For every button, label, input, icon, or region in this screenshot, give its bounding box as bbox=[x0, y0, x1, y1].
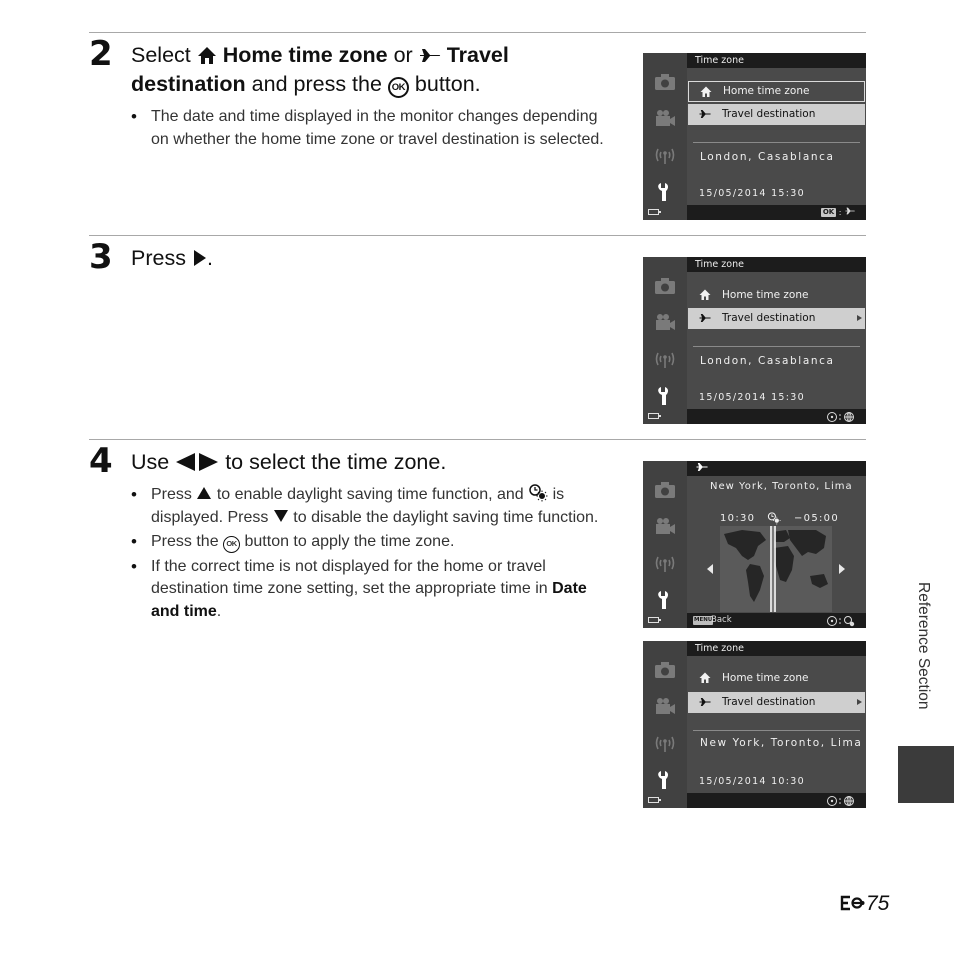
airplane-icon bbox=[699, 696, 711, 708]
screen-main bbox=[687, 68, 866, 205]
city-name: London, Casablanca bbox=[700, 151, 835, 163]
home-icon bbox=[700, 86, 712, 98]
screen-main bbox=[687, 656, 866, 793]
section-tab-marker bbox=[898, 746, 954, 803]
screen-footer bbox=[687, 409, 866, 424]
wireless-icon bbox=[653, 552, 677, 574]
multi-selector-dst-icon bbox=[826, 615, 856, 627]
camera-screen-3 bbox=[643, 461, 866, 628]
step2-bullet-1: • The date and time displayed in the monitor changes depending on whether the home time zone or travel destination is selected. bbox=[131, 106, 611, 151]
city-name: London, Casablanca bbox=[700, 355, 835, 367]
camera-screen-1 bbox=[643, 53, 866, 220]
city-name: New York, Toronto, Lima bbox=[710, 481, 853, 492]
date-time: 15/05/2014 10:30 bbox=[699, 776, 805, 787]
menu-item-home-time-zone[interactable]: Home time zone bbox=[688, 285, 865, 306]
screen-main bbox=[687, 272, 866, 409]
multi-selector-down-icon bbox=[273, 509, 289, 523]
screen-sidebar bbox=[643, 257, 687, 424]
menu-item-travel-destination[interactable]: Travel destination bbox=[688, 104, 865, 125]
movie-icon bbox=[653, 108, 677, 130]
screen-sidebar bbox=[643, 53, 687, 220]
step4-bullet-3: • If the correct time is not displayed for the home or travel destination time zone setting, set the appropriate time in Date and time. bbox=[131, 556, 611, 624]
screen-sidebar bbox=[643, 461, 687, 628]
camera-icon bbox=[653, 479, 677, 501]
movie-icon bbox=[653, 696, 677, 718]
step2-bullets bbox=[131, 106, 611, 153]
ok-button-icon: OK bbox=[822, 208, 835, 216]
divider bbox=[693, 730, 860, 731]
divider bbox=[693, 142, 860, 143]
step4-bullet-1: • Press to enable daylight saving time function, and is displayed. Press to disable the daylight saving time function. bbox=[131, 484, 611, 529]
movie-icon bbox=[653, 516, 677, 538]
battery-icon bbox=[648, 797, 659, 803]
battery-icon bbox=[648, 617, 659, 623]
movie-icon bbox=[653, 312, 677, 334]
step4-heading: Use to select the time zone. bbox=[131, 450, 447, 474]
multi-selector-left-right-icon bbox=[175, 452, 219, 472]
camera-icon bbox=[653, 659, 677, 681]
date-time: 15/05/2014 15:30 bbox=[699, 188, 805, 199]
airplane-icon bbox=[844, 206, 856, 216]
wrench-icon bbox=[653, 769, 677, 791]
divider bbox=[693, 346, 860, 347]
airplane-icon bbox=[419, 45, 441, 65]
home-icon bbox=[699, 289, 711, 301]
screen-title: Time zone bbox=[687, 641, 866, 656]
rule-step4 bbox=[89, 439, 866, 440]
wireless-icon bbox=[653, 144, 677, 166]
home-icon bbox=[197, 46, 217, 65]
world-map bbox=[720, 526, 832, 612]
airplane-icon bbox=[699, 312, 711, 324]
wrench-icon bbox=[653, 181, 677, 203]
step-number-3: 3 bbox=[89, 237, 113, 277]
wrench-icon bbox=[653, 385, 677, 407]
utc-offset: −05:00 bbox=[794, 513, 839, 524]
arrow-right-icon bbox=[857, 699, 862, 705]
local-time: 10:30 bbox=[720, 513, 756, 524]
daylight-saving-icon bbox=[528, 484, 548, 502]
arrow-right-icon bbox=[857, 315, 862, 321]
multi-selector-globe-icon bbox=[826, 411, 856, 423]
battery-icon bbox=[648, 209, 659, 215]
screen-footer: OK : bbox=[687, 205, 866, 220]
screen-main bbox=[687, 476, 866, 613]
multi-selector-right-icon bbox=[192, 249, 207, 267]
screen-title: Time zone bbox=[687, 257, 866, 272]
menu-item-travel-destination[interactable]: Travel destination bbox=[688, 692, 865, 713]
step2-heading: Select Home time zone or Travel destination and press the OK button. bbox=[131, 43, 509, 96]
section-side-label: Reference Section bbox=[915, 582, 932, 710]
daylight-saving-icon bbox=[767, 512, 781, 525]
menu-item-home-time-zone[interactable]: Home time zone bbox=[688, 81, 865, 102]
battery-icon bbox=[648, 413, 659, 419]
back-label: Back bbox=[711, 615, 732, 625]
screen-sidebar bbox=[643, 641, 687, 808]
step3-heading: Press . bbox=[131, 246, 213, 270]
city-name: New York, Toronto, Lima bbox=[700, 737, 863, 749]
arrow-left-icon bbox=[707, 564, 713, 574]
reference-section-icon bbox=[840, 894, 866, 912]
step4-bullets bbox=[131, 484, 611, 625]
step-number-2: 2 bbox=[89, 34, 113, 74]
rule-step3 bbox=[89, 235, 866, 236]
wireless-icon bbox=[653, 732, 677, 754]
date-time: 15/05/2014 15:30 bbox=[699, 392, 805, 403]
airplane-icon bbox=[695, 461, 709, 473]
airplane-icon bbox=[699, 108, 711, 120]
step4-bullet-2: • Press the OK button to apply the time zone. bbox=[131, 531, 611, 554]
screen-title bbox=[687, 461, 866, 476]
menu-button-icon: MENU bbox=[694, 617, 713, 623]
screen-footer bbox=[687, 613, 866, 628]
ok-button-icon: OK bbox=[223, 536, 240, 553]
camera-screen-2 bbox=[643, 257, 866, 424]
camera-screen-4 bbox=[643, 641, 866, 808]
multi-selector-globe-icon bbox=[826, 795, 856, 807]
home-icon bbox=[699, 672, 711, 684]
ok-button-icon: OK bbox=[388, 77, 409, 98]
camera-icon bbox=[653, 275, 677, 297]
multi-selector-up-icon bbox=[196, 486, 212, 500]
menu-item-travel-destination[interactable]: Travel destination bbox=[688, 308, 865, 329]
wireless-icon bbox=[653, 348, 677, 370]
camera-icon bbox=[653, 71, 677, 93]
page-number: 75 bbox=[840, 892, 889, 916]
top-rule bbox=[89, 32, 866, 33]
step-number-4: 4 bbox=[89, 441, 113, 481]
screen-footer bbox=[687, 793, 866, 808]
wrench-icon bbox=[653, 589, 677, 611]
screen-title: Time zone bbox=[687, 53, 866, 68]
menu-item-home-time-zone[interactable]: Home time zone bbox=[688, 668, 865, 689]
arrow-right-icon bbox=[839, 564, 845, 574]
